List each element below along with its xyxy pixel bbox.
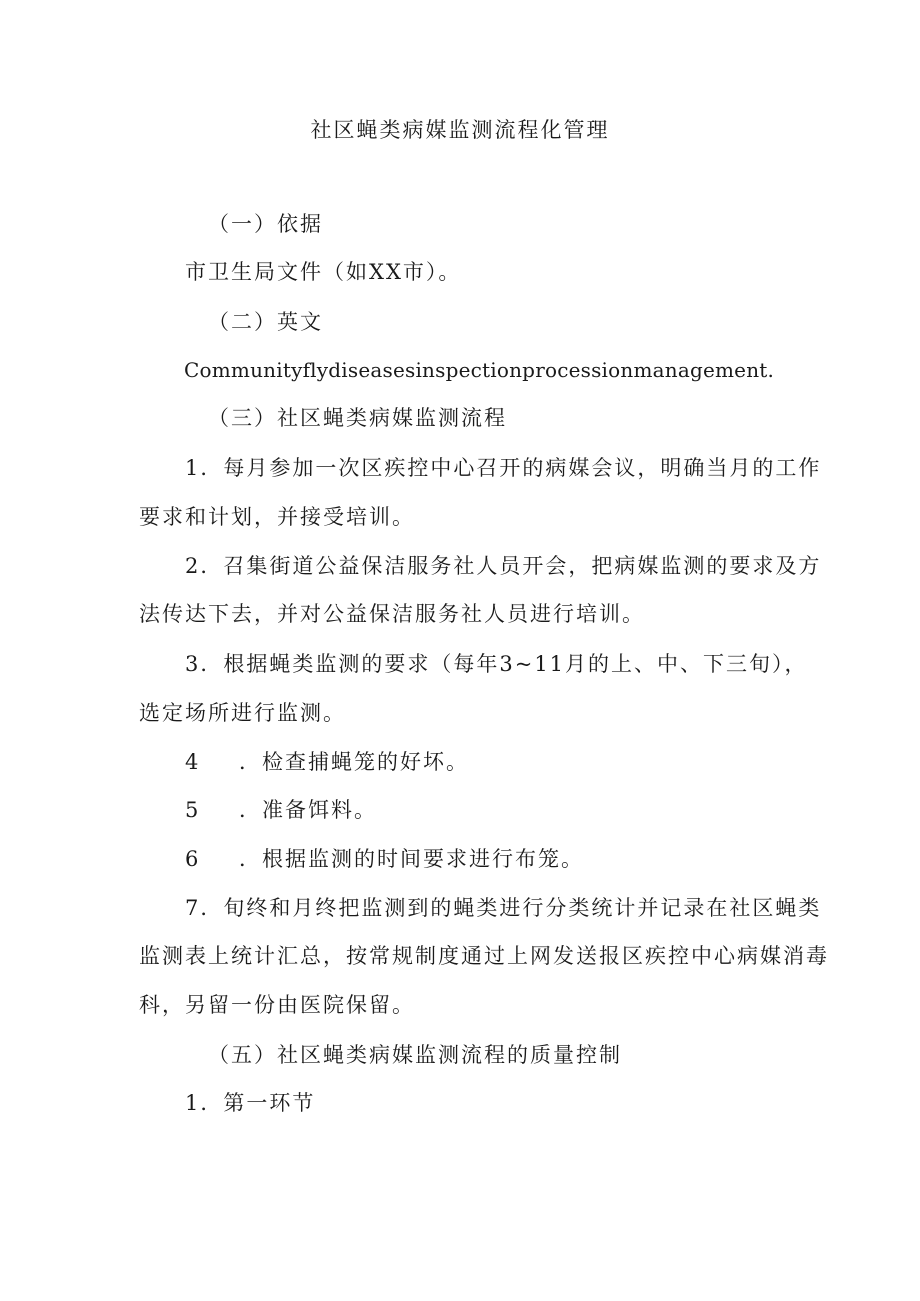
step-3-line-2: 选定场所进行监测。 (139, 701, 346, 725)
step-5-text: ．准备饵料。 (239, 798, 377, 822)
step-7-line-3: 科，另留一份由医院保留。 (139, 993, 415, 1017)
step-3-line-1: 3．根据蝇类监测的要求（每年3~11月的上、中、下三旬）， (185, 652, 808, 676)
section-3-heading: （三）社区蝇类病媒监测流程 (208, 406, 507, 430)
step-5-number: 5 (185, 798, 201, 822)
step-2-line-1: 2．召集街道公益保洁服务社人员开会，把病媒监测的要求及方 (185, 554, 822, 578)
step-5 (185, 796, 377, 824)
document-title: 社区蝇类病媒监测流程化管理 (310, 118, 610, 142)
step-6-text: ．根据监测的时间要求进行布笼。 (239, 847, 584, 871)
section-2-heading: （二）英文 (208, 310, 323, 334)
section-1-body: 市卫生局文件（如XX市）。 (185, 260, 462, 284)
step-4-text: ．检查捕蝇笼的好坏。 (239, 750, 469, 774)
step-1-line-1: 1．每月参加一次区疾控中心召开的病媒会议，明确当月的工作 (185, 456, 822, 480)
step-1-line-2: 要求和计划，并接受培训。 (139, 505, 415, 529)
section-5-item-1: 1．第一环节 (185, 1091, 316, 1115)
step-6-number: 6 (185, 847, 201, 871)
step-6 (185, 845, 584, 873)
step-4 (185, 748, 469, 776)
step-7-line-2: 监测表上统计汇总，按常规制度通过上网发送报区疾控中心病媒消毒 (139, 944, 829, 968)
section-1-heading: （一）依据 (208, 212, 323, 236)
step-7-line-1: 7．旬终和月终把监测到的蝇类进行分类统计并记录在社区蝇类 (185, 896, 822, 920)
step-4-number: 4 (185, 750, 201, 774)
section-5-heading: （五）社区蝇类病媒监测流程的质量控制 (208, 1043, 622, 1067)
step-2-line-2: 法传达下去，并对公益保洁服务社人员进行培训。 (139, 602, 645, 626)
section-2-body: Communityflydiseasesinspectionprocessionmanagement. (184, 358, 775, 382)
